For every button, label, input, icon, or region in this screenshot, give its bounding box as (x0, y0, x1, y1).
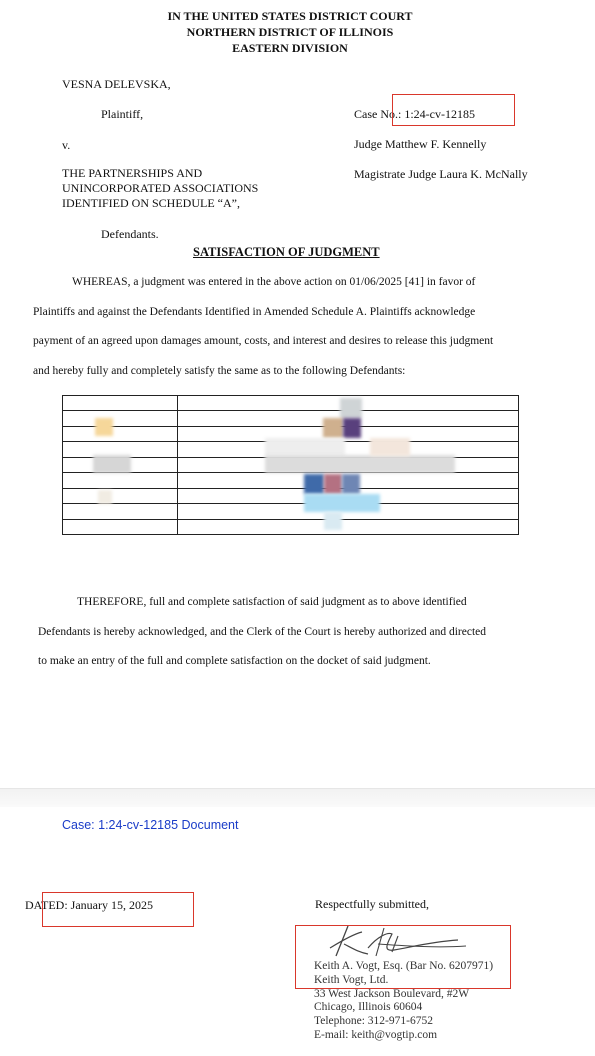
signature-city: Chicago, Illinois 60604 (314, 1001, 423, 1013)
respectfully-submitted: Respectfully submitted, (315, 897, 429, 911)
versus-label: v. (62, 138, 71, 152)
case-number: Case No.: 1:24-cv-12185 (354, 107, 475, 121)
defendant-line-1: THE PARTNERSHIPS AND (62, 166, 203, 180)
therefore-line-3: to make an entry of the full and complete satisfaction on the docket of said judgment. (38, 655, 431, 667)
court-name: IN THE UNITED STATES DISTRICT COURT (167, 9, 413, 23)
whereas-line-1: WHEREAS, a judgment was entered in the above action on 01/06/2025 [41] in favor of (72, 276, 476, 288)
signature-highlight-box (295, 925, 511, 989)
whereas-line-3: payment of an agreed upon damages amount, costs, and interest and desires to release this judgment (33, 335, 494, 347)
defendant-line-3: IDENTIFIED ON SCHEDULE “A”, (62, 196, 240, 210)
case-number-highlight-box (392, 94, 515, 126)
table-row (63, 473, 519, 488)
defendant-role: Defendants. (101, 227, 159, 241)
signature-name: Keith A. Vogt, Esq. (Bar No. 6207971) (314, 960, 494, 972)
dated-line: DATED: January 15, 2025 (25, 898, 153, 912)
table-row (63, 488, 519, 503)
plaintiff-role: Plaintiff, (101, 107, 144, 121)
division-name: EASTERN DIVISION (232, 41, 348, 55)
table-row (63, 396, 519, 411)
date-highlight-box (42, 892, 194, 927)
defendant-line-2: UNINCORPORATED ASSOCIATIONS (62, 181, 259, 195)
plaintiff-name: VESNA DELEVSKA, (62, 77, 171, 91)
signature-telephone: Telephone: 312-971-6752 (314, 1015, 433, 1027)
whereas-line-4: and hereby fully and completely satisfy the same as to the following Defendants: (33, 365, 406, 377)
signature-email: E-mail: keith@vogtip.com (314, 1029, 438, 1041)
district-name: NORTHERN DISTRICT OF ILLINOIS (186, 25, 394, 39)
therefore-line-1: THEREFORE, full and complete satisfaction of said judgment as to above identified (77, 596, 467, 608)
judge-name: Judge Matthew F. Kennelly (354, 137, 487, 151)
table-row (63, 411, 519, 426)
case-header-link[interactable]: Case: 1:24-cv-12185 Document (62, 818, 239, 832)
document-title: SATISFACTION OF JUDGMENT (193, 245, 380, 259)
table-row (63, 504, 519, 519)
magistrate-judge-name: Magistrate Judge Laura K. McNally (354, 167, 528, 181)
page-divider (0, 788, 595, 807)
whereas-line-2: Plaintiffs and against the Defendants Identified in Amended Schedule A. Plaintiffs acknowledge (33, 306, 476, 318)
signature-firm: Keith Vogt, Ltd. (314, 974, 389, 986)
therefore-line-2: Defendants is hereby acknowledged, and the Clerk of the Court is hereby authorized and directed (38, 626, 487, 638)
signature-address: 33 West Jackson Boulevard, #2W (314, 988, 470, 1000)
table-row (63, 519, 519, 535)
